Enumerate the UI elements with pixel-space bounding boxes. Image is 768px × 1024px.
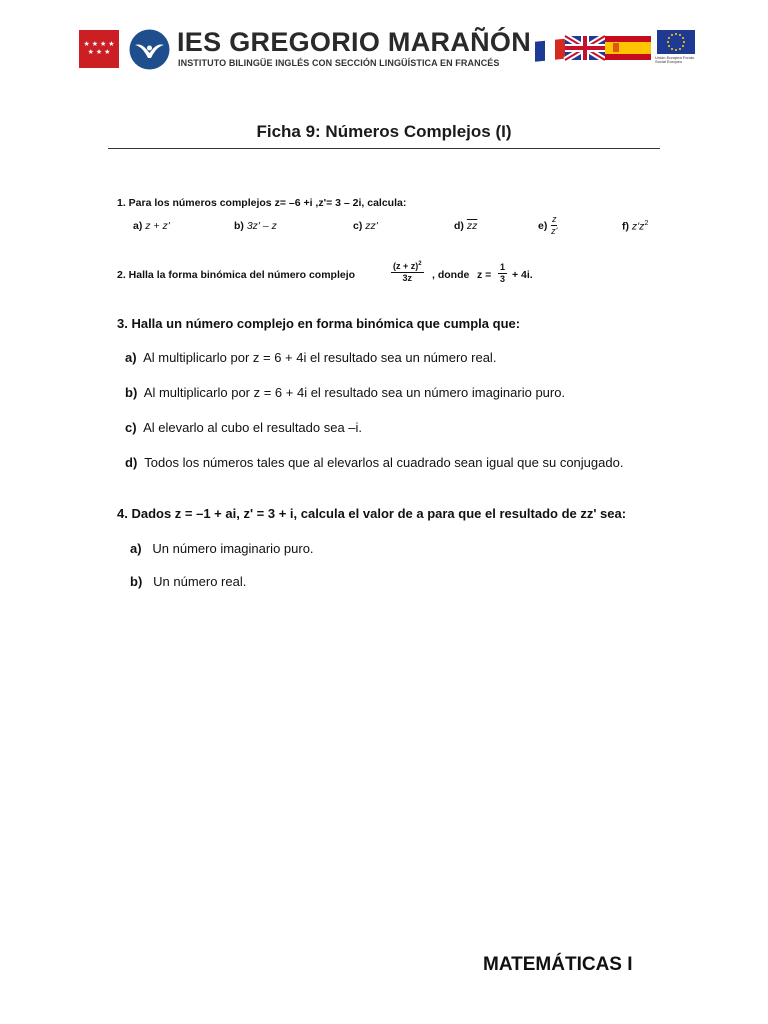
q3-c-label: c) (125, 420, 137, 435)
q4-b-label: b) (130, 574, 143, 589)
q2-frac-num-text: (z + z) (393, 261, 419, 271)
q4-a-label: a) (130, 541, 142, 556)
q1-item-e-label: e) (538, 220, 548, 232)
q1-item-f (622, 220, 648, 233)
q3-d-label: d) (125, 455, 138, 470)
q1-item-d (454, 220, 477, 232)
q3-item-d (125, 455, 623, 470)
q1-item-a (133, 220, 170, 232)
q4-item-a (130, 541, 314, 556)
q1-e-num: z (552, 214, 557, 224)
q1-f-label: f) (622, 220, 629, 233)
q2-fraction (391, 259, 424, 284)
q1-item-c (353, 220, 378, 232)
q4-item-b (130, 574, 246, 589)
q1-statement (117, 197, 406, 209)
eu-caption: Unión Europea Fondo Social Europeo (655, 55, 695, 64)
q4-b-text: Un número real. (153, 574, 247, 589)
q2-frac-exp: 2 (418, 261, 422, 267)
q3-b-text: Al multiplicarlo por z = 6 + 4i el resultado sea un número imaginario puro. (143, 385, 566, 400)
q2-half-den: 3 (500, 274, 506, 284)
q1-a-expr: z + z' (145, 220, 170, 232)
madrid-flag-icon: ★ ★ ★ ★ ★ ★ ★ (79, 30, 119, 68)
q1-label: 1. Para los números complejos (117, 197, 272, 209)
q3-c-text: Al elevarlo al cubo el resultado sea –i. (143, 420, 363, 435)
q1-b-label: b) (234, 220, 244, 232)
q2-half-fraction (498, 262, 507, 285)
q3-item-a (125, 350, 496, 365)
q3-item-b (125, 385, 565, 400)
q2-tail: + 4i. (512, 269, 533, 281)
school-subtitle: INSTITUTO BILINGÜE INGLÉS CON SECCIÓN LINGÜÍSTICA EN FRANCÉS (178, 58, 500, 68)
q1-data: z= –6 +i ,z'= 3 – 2i, calcula: (274, 197, 407, 209)
q1-a-label: a) (133, 220, 143, 232)
q1-f-exp: 2 (644, 220, 649, 227)
q2-donde: , donde (432, 269, 470, 281)
q3-a-label: a) (125, 350, 137, 365)
q4-a-text: Un número imaginario puro. (152, 541, 314, 556)
q3-b-label: b) (125, 385, 138, 400)
q1-c-label: c) (353, 220, 363, 232)
school-bird-logo-icon (129, 29, 170, 70)
q1-item-e-fraction (550, 214, 559, 237)
q1-e-den: z' (551, 226, 558, 236)
q3-item-c (125, 420, 362, 435)
q1-b-expr: 3z' – z (246, 220, 277, 232)
q1-d-expr: $\overline{zz}$ (466, 220, 478, 232)
q1-c-expr: zz' (365, 220, 378, 232)
q2-statement: 2. Halla la forma binómica del número complejo (117, 269, 356, 281)
q1-item-b (234, 220, 277, 232)
q2-frac-den: 3z (402, 273, 413, 283)
q2-frac-num (391, 259, 424, 273)
language-flags-icon (533, 30, 653, 64)
title-divider (108, 148, 660, 149)
q1-d-label: d) (454, 220, 464, 232)
worksheet-title: Ficha 9: Números Complejos (I) (256, 122, 512, 141)
q1-f-expr: z'z (631, 220, 645, 233)
q2-half-num: 1 (500, 262, 506, 272)
q3-statement: 3. Halla un número complejo en forma binómica que cumpla que: (117, 316, 521, 331)
q3-a-text: Al multiplicarlo por z = 6 + 4i el resultado sea un número real. (143, 350, 497, 365)
subject-footer: MATEMÁTICAS I (483, 954, 633, 975)
q4-statement: 4. Dados z = –1 + ai, z' = 3 + i, calcula el valor de a para que el resultado de zz' sea: (117, 506, 627, 521)
q2-z-eq: z = (477, 269, 492, 281)
q3-d-text: Todos los números tales que al elevarlos al cuadrado sean igual que su conjugado. (144, 455, 624, 470)
school-name: IES GREGORIO MARAÑÓN (177, 27, 532, 57)
